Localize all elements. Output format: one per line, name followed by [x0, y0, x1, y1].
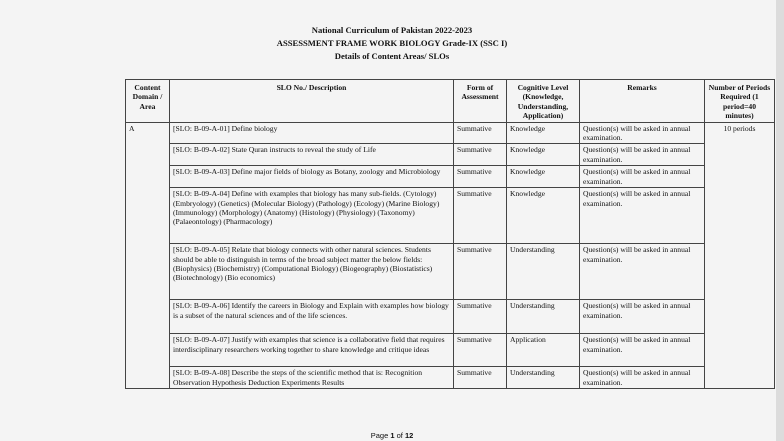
- slo-cell: [SLO: B-09-A-08] Describe the steps of the scientific method that is: Recognition Observation Hypothesis Deduction Experiments Results: [170, 367, 454, 389]
- page-of-label: of: [394, 431, 405, 440]
- slo-cell: [SLO: B-09-A-07] Justify with examples that science is a collaborative field that requires interdisciplinary researchers working together to share knowledge and critique ideas: [170, 334, 454, 367]
- document-header: [0, 24, 784, 63]
- table-row: [126, 188, 775, 244]
- form-cell: Summative: [454, 144, 507, 166]
- form-cell: Summative: [454, 300, 507, 334]
- content-domain-cell: A: [126, 122, 170, 389]
- page-footer: [0, 431, 784, 440]
- table-header-row: [126, 80, 775, 123]
- remarks-cell: Question(s) will be asked in annual examination.: [580, 244, 705, 300]
- form-cell: Summative: [454, 334, 507, 367]
- page-label: Page: [370, 431, 391, 440]
- header-form: Form of Assessment: [454, 80, 507, 123]
- slo-cell: [SLO: B-09-A-03] Define major fields of biology as Botany, zoology and Microbiology: [170, 166, 454, 188]
- header-slo: SLO No./ Description: [170, 80, 454, 123]
- cognitive-cell: Knowledge: [507, 144, 580, 166]
- table-row: [126, 244, 775, 300]
- table-row: [126, 166, 775, 188]
- cognitive-cell: Knowledge: [507, 166, 580, 188]
- form-cell: Summative: [454, 188, 507, 244]
- remarks-cell: Question(s) will be asked in annual examination.: [580, 367, 705, 389]
- remarks-cell: Question(s) will be asked in annual examination.: [580, 166, 705, 188]
- slo-cell: [SLO: B-09-A-06] Identify the careers in Biology and Explain with examples how biology is a subset of the natural sciences and of the life sciences.: [170, 300, 454, 334]
- slo-cell: [SLO: B-09-A-01] Define biology: [170, 122, 454, 144]
- form-cell: Summative: [454, 244, 507, 300]
- form-cell: Summative: [454, 122, 507, 144]
- table-row: [126, 367, 775, 389]
- cognitive-cell: Understanding: [507, 244, 580, 300]
- cognitive-cell: Knowledge: [507, 122, 580, 144]
- form-cell: Summative: [454, 166, 507, 188]
- remarks-cell: Question(s) will be asked in annual examination.: [580, 144, 705, 166]
- table-row: [126, 122, 775, 144]
- viewer-margin: [776, 0, 784, 441]
- slo-cell: [SLO: B-09-A-05] Relate that biology connects with other natural sciences. Students should be able to distinguish in terms of the broad subject matter the below fields: (Biophysics) (Biochemistry) (Computational Biology) (Biogeography) (Biostatistics) (Biotechnology) (Bio economics): [170, 244, 454, 300]
- slo-cell: [SLO: B-09-A-02] State Quran instructs to reveal the study of Life: [170, 144, 454, 166]
- remarks-cell: Question(s) will be asked in annual examination.: [580, 122, 705, 144]
- table-row: [126, 300, 775, 334]
- details-title: Details of Content Areas/ SLOs: [334, 51, 450, 61]
- current-page-number: 1: [390, 431, 395, 440]
- header-content-domain: Content Domain / Area: [126, 80, 170, 123]
- slo-table: [125, 79, 775, 389]
- assessment-title: ASSESSMENT FRAME WORK BIOLOGY Grade-IX (SSC I): [276, 38, 508, 48]
- remarks-cell: Question(s) will be asked in annual examination.: [580, 188, 705, 244]
- cognitive-cell: Knowledge: [507, 188, 580, 244]
- slo-cell: [SLO: B-09-A-04] Define with examples that biology has many sub-fields. (Cytology) (Embryology) (Genetics) (Molecular Biology) (Pathology) (Ecology) (Marine Biology) (Immunology) (Morphology) (Anatomy) (Histology) (Physiology) (Taxonomy) (Palaeontology) (Pharmacology): [170, 188, 454, 244]
- cognitive-cell: Application: [507, 334, 580, 367]
- periods-cell: 10 periods: [705, 122, 775, 389]
- remarks-cell: Question(s) will be asked in annual examination.: [580, 300, 705, 334]
- header-periods: Number of Periods Required (1 period=40 minutes): [705, 80, 775, 123]
- header-cognitive: Cognitive Level (Knowledge, Understanding, Application): [507, 80, 580, 123]
- cognitive-cell: Understanding: [507, 367, 580, 389]
- header-remarks: Remarks: [580, 80, 705, 123]
- table-row: [126, 334, 775, 367]
- table-row: [126, 144, 775, 166]
- cognitive-cell: Understanding: [507, 300, 580, 334]
- remarks-cell: Question(s) will be asked in annual examination.: [580, 334, 705, 367]
- curriculum-title: National Curriculum of Pakistan 2022-2023: [311, 25, 473, 35]
- form-cell: Summative: [454, 367, 507, 389]
- total-pages-number: 12: [404, 431, 414, 440]
